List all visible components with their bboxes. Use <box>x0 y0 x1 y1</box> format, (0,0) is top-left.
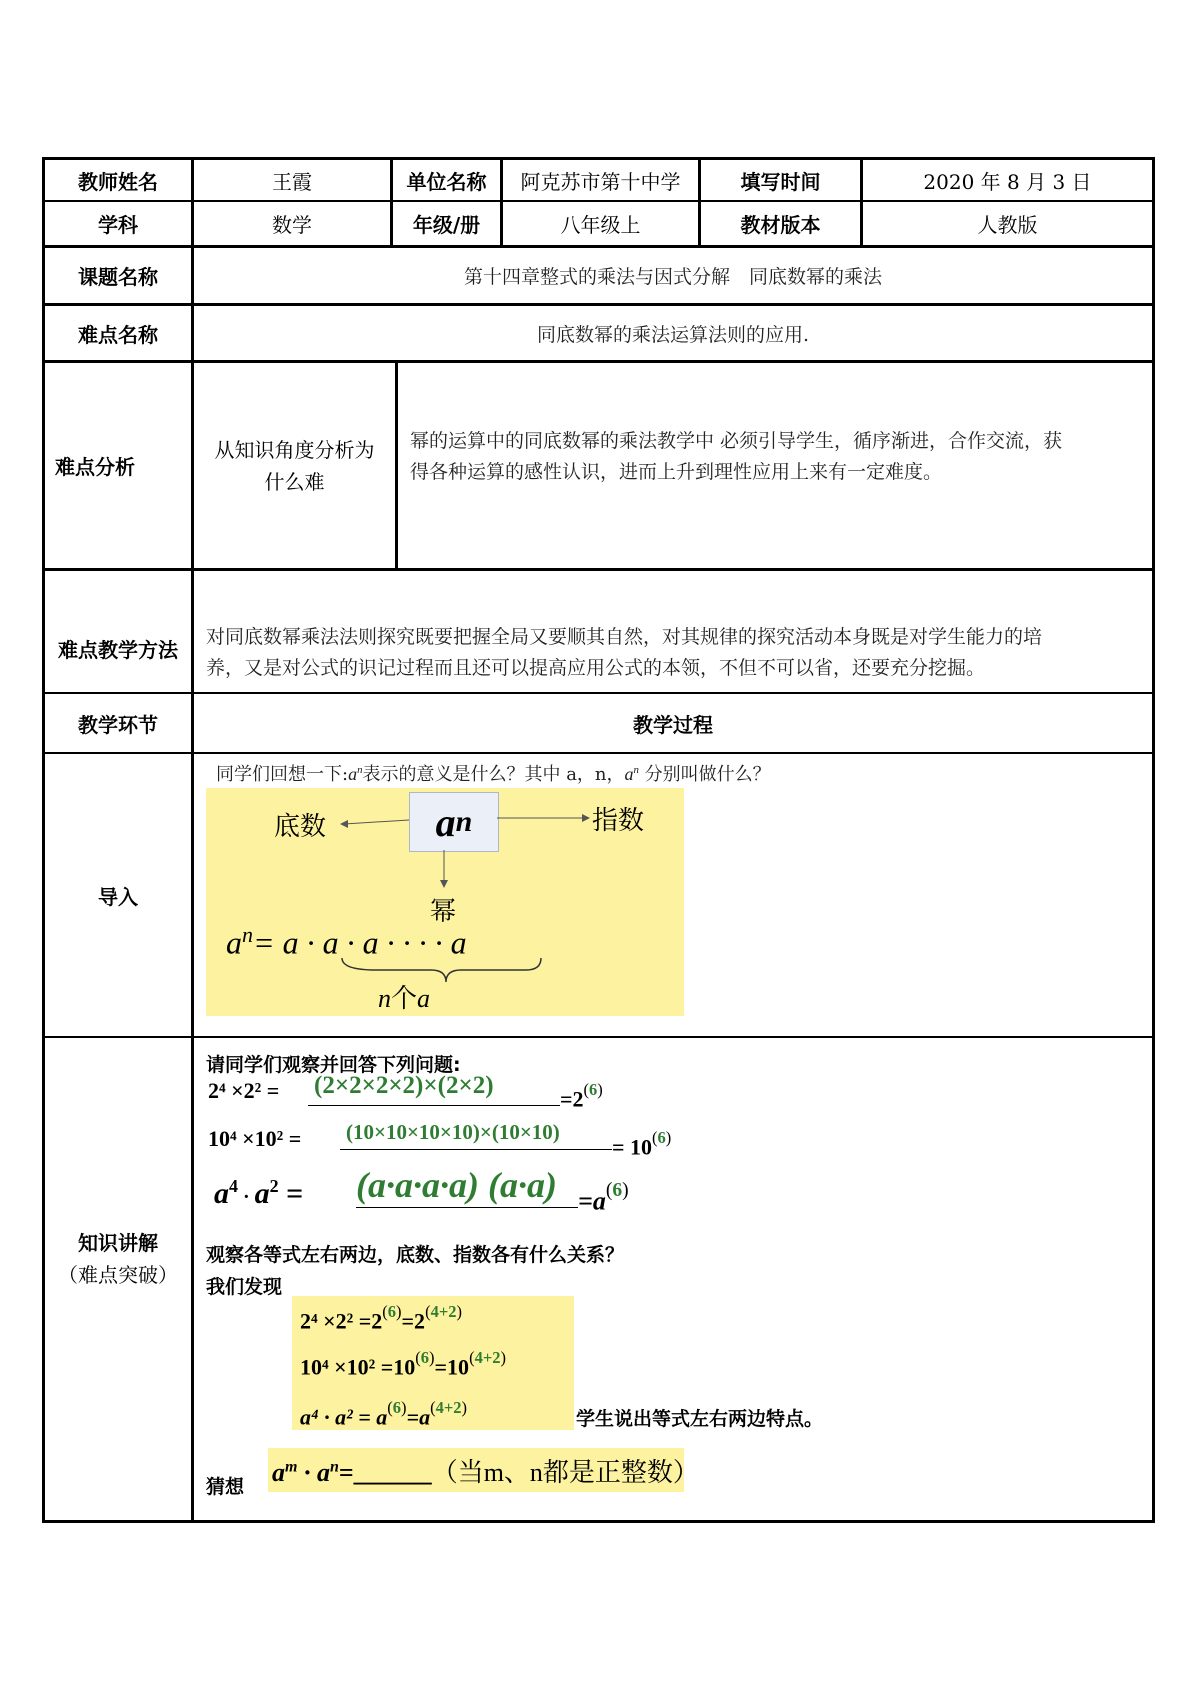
found3: $a^4 \cdot a^2 = a^{(6)}=a^{(4+2)}$ <box>300 1398 467 1430</box>
eq1-answer: 6 <box>589 1080 598 1099</box>
found1-exp: 4+2 <box>430 1302 457 1321</box>
power-formula <box>226 922 467 962</box>
analysis-text-line1: 幂的运算中的同底数幂的乘法教学中 必须引导学生，循序渐进，合作交流，获 <box>410 430 1063 452</box>
subject-label: 学科 <box>98 213 138 237</box>
knowledge-label-line1: 知识讲解 <box>78 1231 158 1255</box>
found3-answer: 6 <box>392 1398 402 1417</box>
formula-lhs-exp: n <box>242 922 253 947</box>
power-diagram <box>206 788 684 1016</box>
analysis-sublabel-line2: 什么难 <box>264 469 325 494</box>
brace-label-a: a <box>417 984 431 1013</box>
brace-label <box>378 978 430 1015</box>
found3-exp: 4+2 <box>435 1398 462 1417</box>
eq2-expansion: (10×10×10×10)×(10×10) <box>346 1120 560 1144</box>
guess-label: 猜想 <box>206 1476 245 1498</box>
intro-question-base-2: a <box>624 764 634 784</box>
intro-label: 导入 <box>98 884 138 909</box>
process-right-header: 教学过程 <box>633 712 713 737</box>
edition-label: 教材版本 <box>740 213 821 237</box>
unit-label: 单位名称 <box>406 169 487 194</box>
method-text-line1: 对同底数幂乘法法则探究既要把握全局又要顺其自然，对其规律的探究活动本身既是对学生能力的培 <box>206 626 1043 648</box>
analysis-label: 难点分析 <box>55 455 135 479</box>
base-label: 底数 <box>274 812 327 842</box>
topic-value: 第十四章整式的乘法与因式分解 同底数幂的乘法 <box>463 266 882 288</box>
found3-text: a⁴ · a² = a <box>300 1404 388 1430</box>
observe-question: 观察各等式左右两边，底数、指数各有什么关系？ <box>206 1244 625 1266</box>
found1-answer: 6 <box>387 1302 397 1321</box>
analysis-sublabel <box>194 363 395 568</box>
intro-question-prefix: 同学们回想一下: <box>216 764 349 785</box>
center-base: a <box>435 799 456 845</box>
arrowhead-base <box>340 820 348 828</box>
eq3-exp1: 4 <box>229 1176 238 1196</box>
analysis-text-line2: 得各种运算的感性认识，进而上升到理性应用上来有一定难度。 <box>410 461 943 483</box>
teacher-name: 王霞 <box>272 169 312 194</box>
col-line <box>395 360 398 570</box>
table-border-bottom <box>42 1520 1155 1523</box>
guess-m: m <box>285 1458 298 1476</box>
eq3-base2: a <box>254 1177 270 1210</box>
intro-question-mid: 表示的意义是什么？其中 a，n， <box>362 764 625 785</box>
found1-text: 2⁴ ×2² =2 <box>300 1308 383 1334</box>
eq1-rhs: $=2^{(6)}$ <box>560 1080 603 1112</box>
analysis-sublabel-line1: 从知识角度分析为 <box>214 437 375 462</box>
topic-label: 课题名称 <box>78 265 158 289</box>
edition: 人教版 <box>977 213 1038 237</box>
guess-dot: · a <box>297 1458 330 1487</box>
found2-mid: =10 <box>434 1354 470 1380</box>
knowledge-label <box>45 1038 191 1520</box>
exponent-label: 指数 <box>592 806 645 836</box>
found3-mid: =a <box>406 1404 431 1430</box>
intro-question <box>216 760 771 786</box>
eq1-rhs-text: =2 <box>560 1086 584 1112</box>
found2-text: 10⁴ ×10² =10 <box>300 1354 416 1380</box>
knowledge-label-line2: （难点突破） <box>58 1263 178 1287</box>
subject: 数学 <box>272 213 312 237</box>
eq1-expansion: (2×2×2×2)×(2×2) <box>314 1072 494 1099</box>
eq3-answer: 6 <box>612 1180 623 1201</box>
eq3-base1: a <box>214 1177 229 1210</box>
method-label: 难点教学方法 <box>58 638 178 662</box>
student-note: 学生说出等式左右两边特点。 <box>576 1408 824 1430</box>
eq3-eq: = <box>278 1177 304 1210</box>
intro-question-suffix: 分别叫做什么？ <box>638 764 771 785</box>
guess-lhs: a <box>272 1458 285 1487</box>
eq2-underline <box>340 1149 612 1150</box>
eq3-exp2: 2 <box>269 1176 279 1196</box>
power-label: 幂 <box>430 897 457 927</box>
grade-label: 年级/册 <box>412 213 481 237</box>
eq2-rhs-text: = 10 <box>612 1134 653 1160</box>
guess-formula <box>272 1452 699 1489</box>
row-line <box>42 752 1155 754</box>
found1-mid: =2 <box>401 1308 426 1334</box>
eq2-answer: 6 <box>657 1128 666 1147</box>
intro-question-exp-2: n <box>633 764 639 776</box>
row-line <box>42 1036 1155 1038</box>
formula-rhs: = a · a · a · · · · a <box>253 924 467 961</box>
difficulty-value: 同底数幂的乘法运算法则的应用. <box>536 323 810 346</box>
eq3-rhs: $=a^{(6)}$ <box>578 1180 629 1216</box>
eq2-rhs: = $10^{(6)}$ <box>612 1128 672 1160</box>
arrowhead-exponent <box>582 814 590 822</box>
method-text-line2: 养，又是对公式的识记过程而且还可以提高应用公式的本领，不但不可以省，还要充分挖掘。 <box>206 657 986 679</box>
knowledge-prompt: 请同学们观察并回答下列问题: <box>206 1054 461 1076</box>
unit-name: 阿克苏市第十中学 <box>520 169 681 194</box>
guess-eq: =______ <box>338 1458 432 1487</box>
found1: $2^4 \times 2^2 =2^{(6)}=2^{(4+2)}$ <box>300 1302 462 1334</box>
grade: 八年级上 <box>560 213 641 237</box>
found2: $10^4 \times 10^2 =10^{(6)}=10^{(4+2)}$ <box>300 1348 506 1380</box>
difficulty-label: 难点名称 <box>78 322 158 347</box>
brace-label-n: n <box>378 984 391 1013</box>
eq3-lhs <box>214 1176 303 1211</box>
eq2-lhs: 10⁴ ×10² = <box>208 1126 302 1151</box>
row-line <box>42 568 1155 571</box>
discover-label: 我们发现 <box>206 1276 283 1298</box>
teacher-label: 教师姓名 <box>78 169 158 194</box>
intro-question-exp: n <box>357 764 363 776</box>
eq1-underline <box>308 1105 560 1106</box>
eq3-dot: · <box>238 1186 255 1208</box>
date-label: 填写时间 <box>740 169 821 194</box>
fill-date: 2020 年 8 月 3 日 <box>923 169 1092 194</box>
process-left-header: 教学环节 <box>78 712 158 737</box>
guess-condition: （当m、n都是正整数） <box>431 1458 699 1487</box>
eq3-underline <box>356 1207 578 1208</box>
eq1-lhs: 2⁴ ×2² = <box>208 1078 280 1103</box>
brace-label-ge: 个 <box>391 984 418 1014</box>
intro-question-base: a <box>348 764 358 784</box>
found2-answer: 6 <box>420 1348 430 1367</box>
formula-lhs-base: a <box>226 924 242 961</box>
eq3-expansion: (a·a·a·a) (a·a) <box>356 1165 557 1205</box>
found2-exp: 4+2 <box>474 1348 501 1367</box>
guess-n: n <box>329 1458 339 1476</box>
arrowhead-power <box>440 880 448 888</box>
eq3-rhs-text: =a <box>578 1186 606 1216</box>
center-exp: n <box>455 805 473 838</box>
arrow-to-base <box>344 820 409 824</box>
